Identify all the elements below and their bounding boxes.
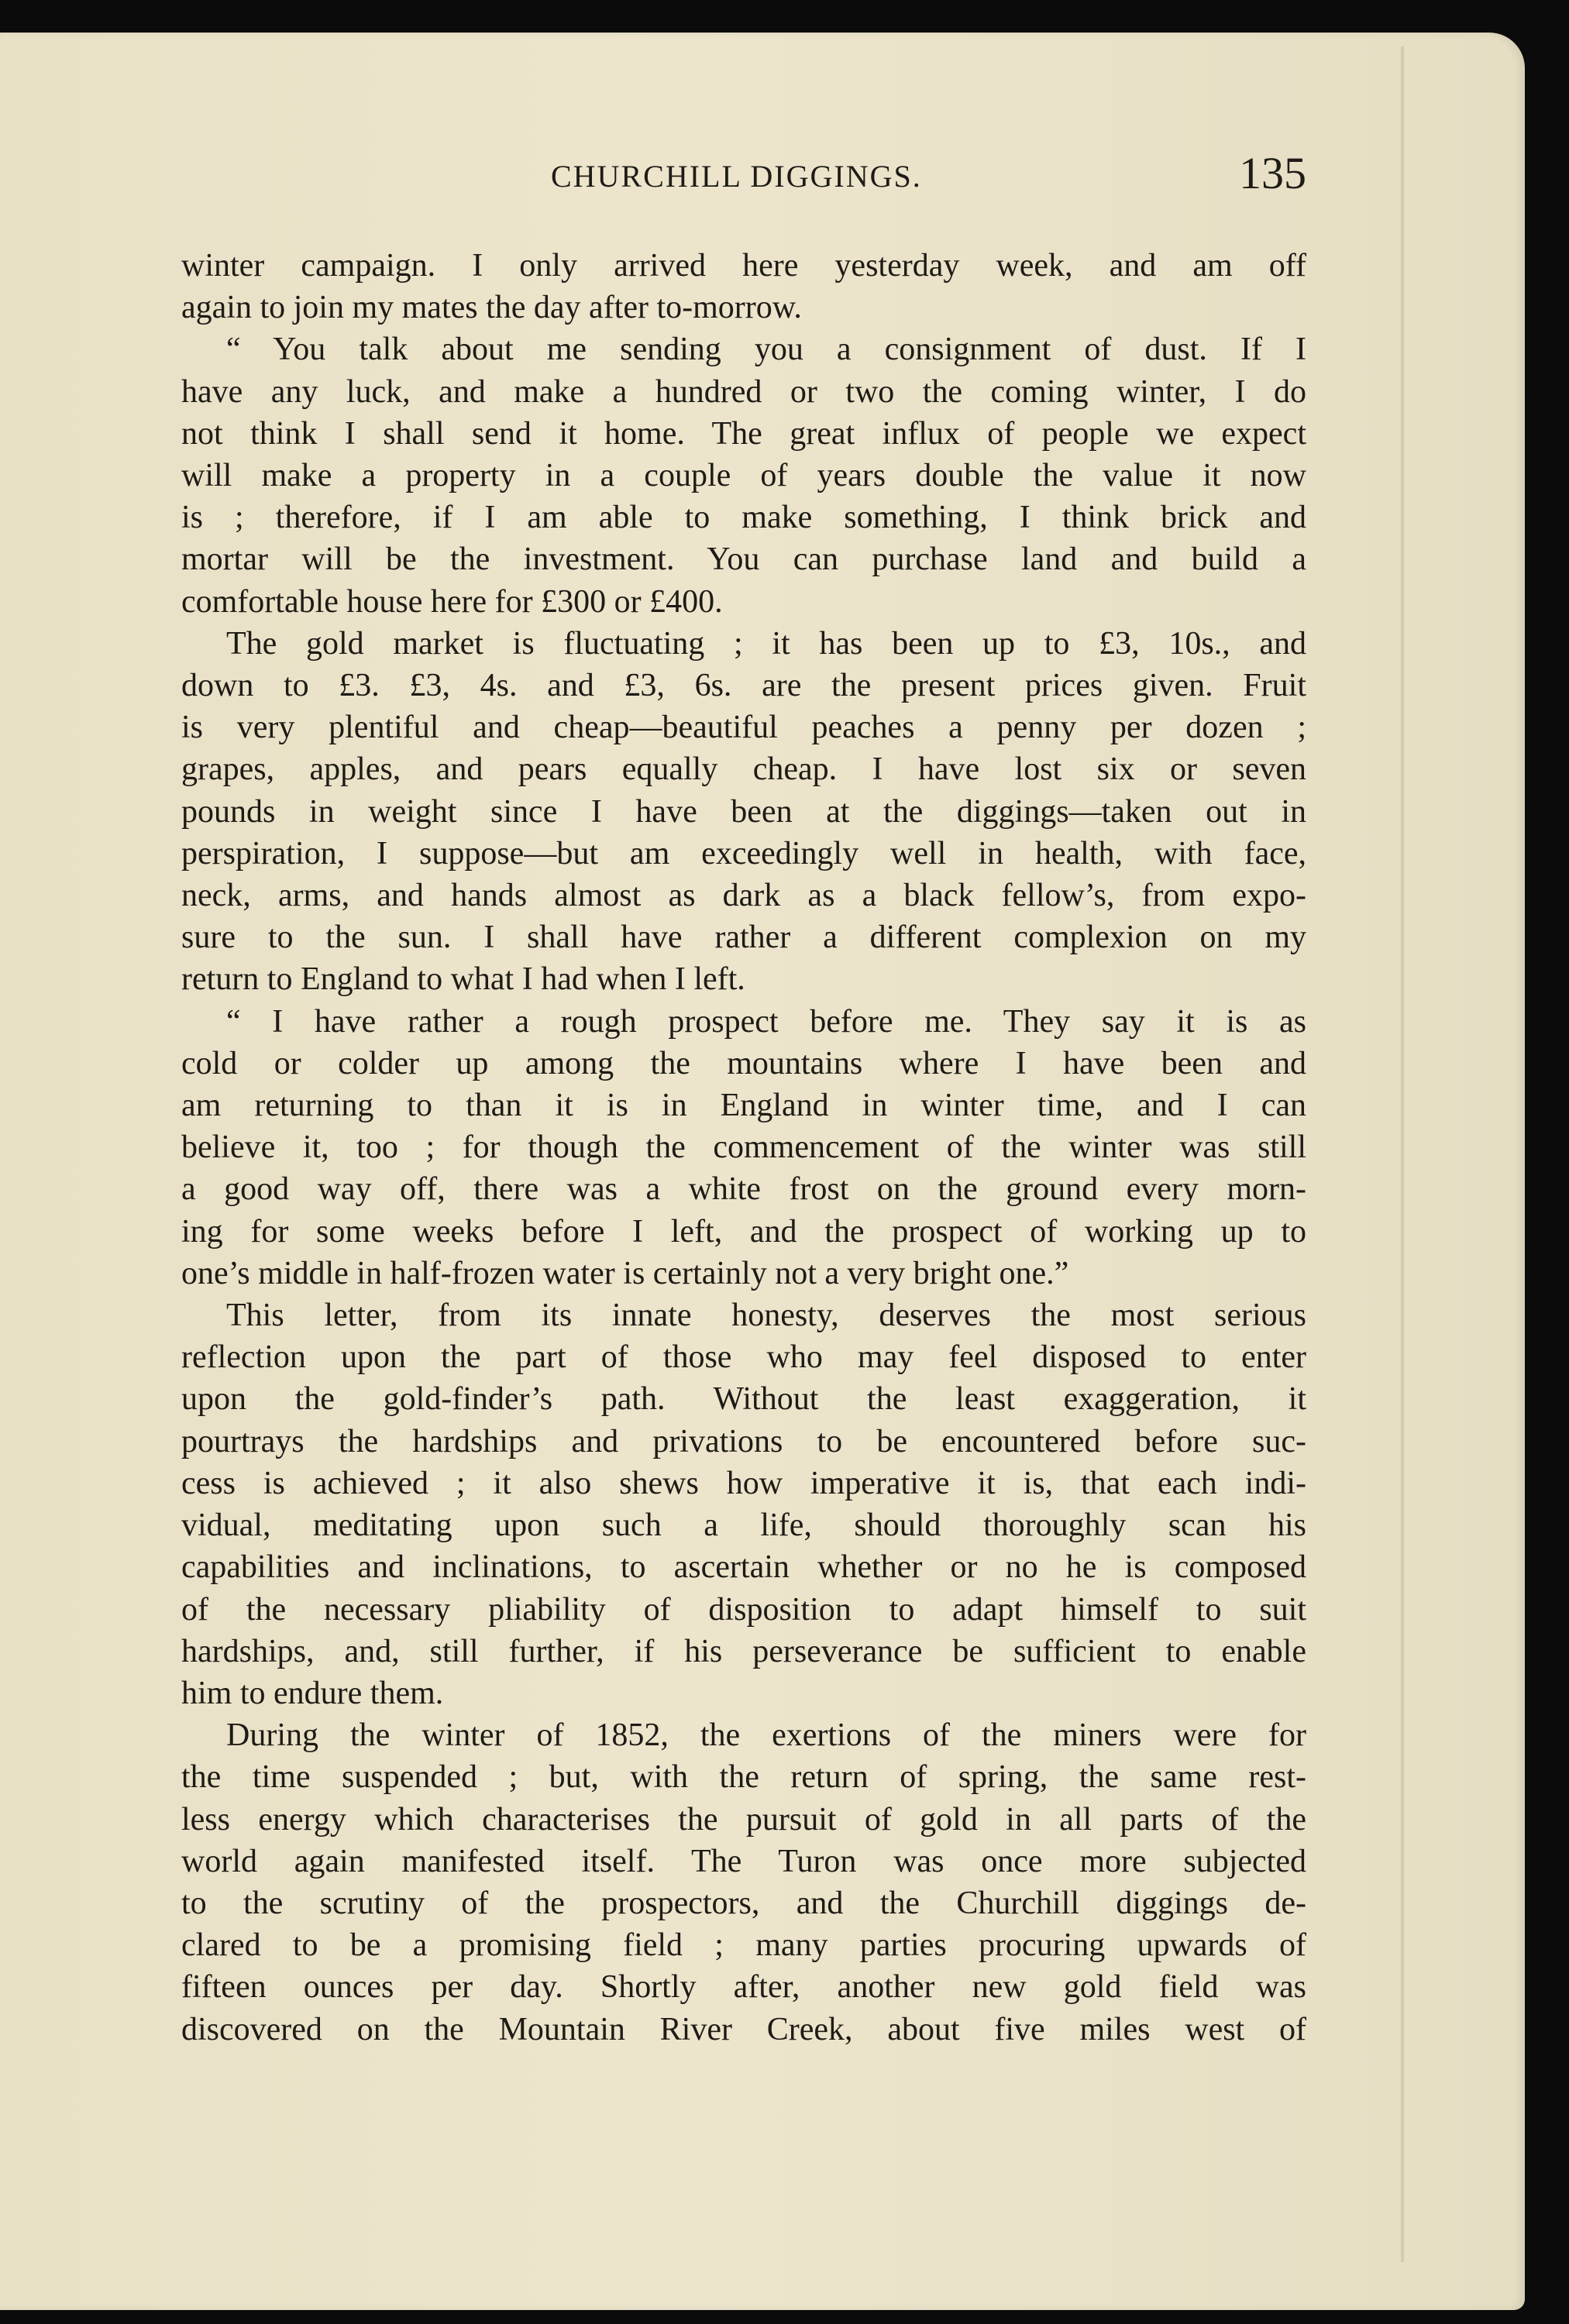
page-edge xyxy=(1401,46,1404,2262)
running-head xyxy=(181,147,1306,209)
text-line: is ; therefore, if I am able to make something, I think brick and xyxy=(181,500,1306,536)
text-line: down to £3. £3, 4s. and £3, 6s. are the present prices given. Fruit xyxy=(181,668,1306,704)
text-line: pounds in weight since I have been at the diggings—taken out in xyxy=(181,793,1306,830)
text-line: cold or colder up among the mountains where I have been and xyxy=(181,1045,1306,1081)
text-line: am returning to than it is in England in winter time, and I can xyxy=(181,1088,1306,1124)
text-line: is very plentiful and cheap—beautiful peaches a penny per dozen ; xyxy=(181,710,1306,746)
text-line: sure to the sun. I shall have rather a different complexion on my xyxy=(181,920,1306,956)
text-line: upon the gold-finder’s path. Without the least exaggeration, it xyxy=(181,1381,1306,1418)
text-line: neck, arms, and hands almost as dark as a black fellow’s, from expo- xyxy=(181,878,1306,914)
body-text xyxy=(181,245,1306,2051)
page-number: 135 xyxy=(1239,148,1306,198)
text-line: to the scrutiny of the prospectors, and the Churchill diggings de- xyxy=(181,1885,1306,1921)
text-line: vidual, meditating upon such a life, should thoroughly scan his xyxy=(181,1508,1306,1544)
text-line: not think I shall send it home. The great influx of people we expect xyxy=(181,415,1306,452)
text-line: capabilities and inclinations, to ascertain whether or no he is composed xyxy=(181,1549,1306,1586)
text-line: “ I have rather a rough prospect before me. They say it is as xyxy=(226,1003,1306,1040)
text-line: discovered on the Mountain River Creek, about five miles west of xyxy=(181,2011,1306,2047)
text-line: fifteen ounces per day. Shortly after, another new gold field was xyxy=(181,1969,1306,2006)
text-line: the time suspended ; but, with the return of spring, the same rest- xyxy=(181,1759,1306,1796)
text-line: perspiration, I suppose—but am exceedingly well in health, with face, xyxy=(181,835,1306,871)
text-line: a good way off, there was a white frost on the ground every morn- xyxy=(181,1171,1306,1208)
text-line: clared to be a promising field ; many parties procuring upwards of xyxy=(181,1927,1306,1964)
text-line: have any luck, and make a hundred or two the coming winter, I do xyxy=(181,373,1306,410)
text-line: again to join my mates the day after to-morrow. xyxy=(181,290,802,326)
text-line: believe it, too ; for though the commencement of the winter was still xyxy=(181,1129,1306,1166)
text-line: This letter, from its innate honesty, deserves the most serious xyxy=(226,1298,1306,1334)
text-line: grapes, apples, and pears equally cheap. I have lost six or seven xyxy=(181,751,1306,788)
text-line: ing for some weeks before I left, and the prospect of working up to xyxy=(181,1213,1306,1250)
text-line: During the winter of 1852, the exertions of the miners were for xyxy=(226,1717,1306,1754)
text-line: return to England to what I had when I left. xyxy=(181,961,745,998)
text-line: him to endure them. xyxy=(181,1675,444,1711)
text-line: of the necessary pliability of disposition to adapt himself to suit xyxy=(181,1591,1306,1628)
text-line: will make a property in a couple of years double the value it now xyxy=(181,458,1306,494)
text-line: cess is achieved ; it also shews how imperative it is, that each indi- xyxy=(181,1465,1306,1501)
text-line: less energy which characterises the pursuit of gold in all parts of the xyxy=(181,1801,1306,1838)
text-line: winter campaign. I only arrived here yesterday week, and am off xyxy=(181,248,1306,284)
text-line: pourtrays the hardships and privations to be encountered before suc- xyxy=(181,1423,1306,1459)
text-line: hardships, and, still further, if his perseverance be sufficient to enable xyxy=(181,1633,1306,1669)
text-line: world again manifested itself. The Turon was once more subjected xyxy=(181,1843,1306,1879)
text-line: comfortable house here for £300 or £400. xyxy=(181,583,723,620)
text-line: The gold market is fluctuating ; it has been up to £3, 10s., and xyxy=(226,625,1306,662)
running-head-title: CHURCHILL DIGGINGS. xyxy=(551,159,922,194)
text-line: one’s middle in half-frozen water is certainly not a very bright one.” xyxy=(181,1255,1069,1291)
text-line: mortar will be the investment. You can purchase land and build a xyxy=(181,541,1306,578)
text-line: reflection upon the part of those who may feel disposed to enter xyxy=(181,1339,1306,1376)
text-line: “ You talk about me sending you a consignment of dust. If I xyxy=(226,332,1306,368)
